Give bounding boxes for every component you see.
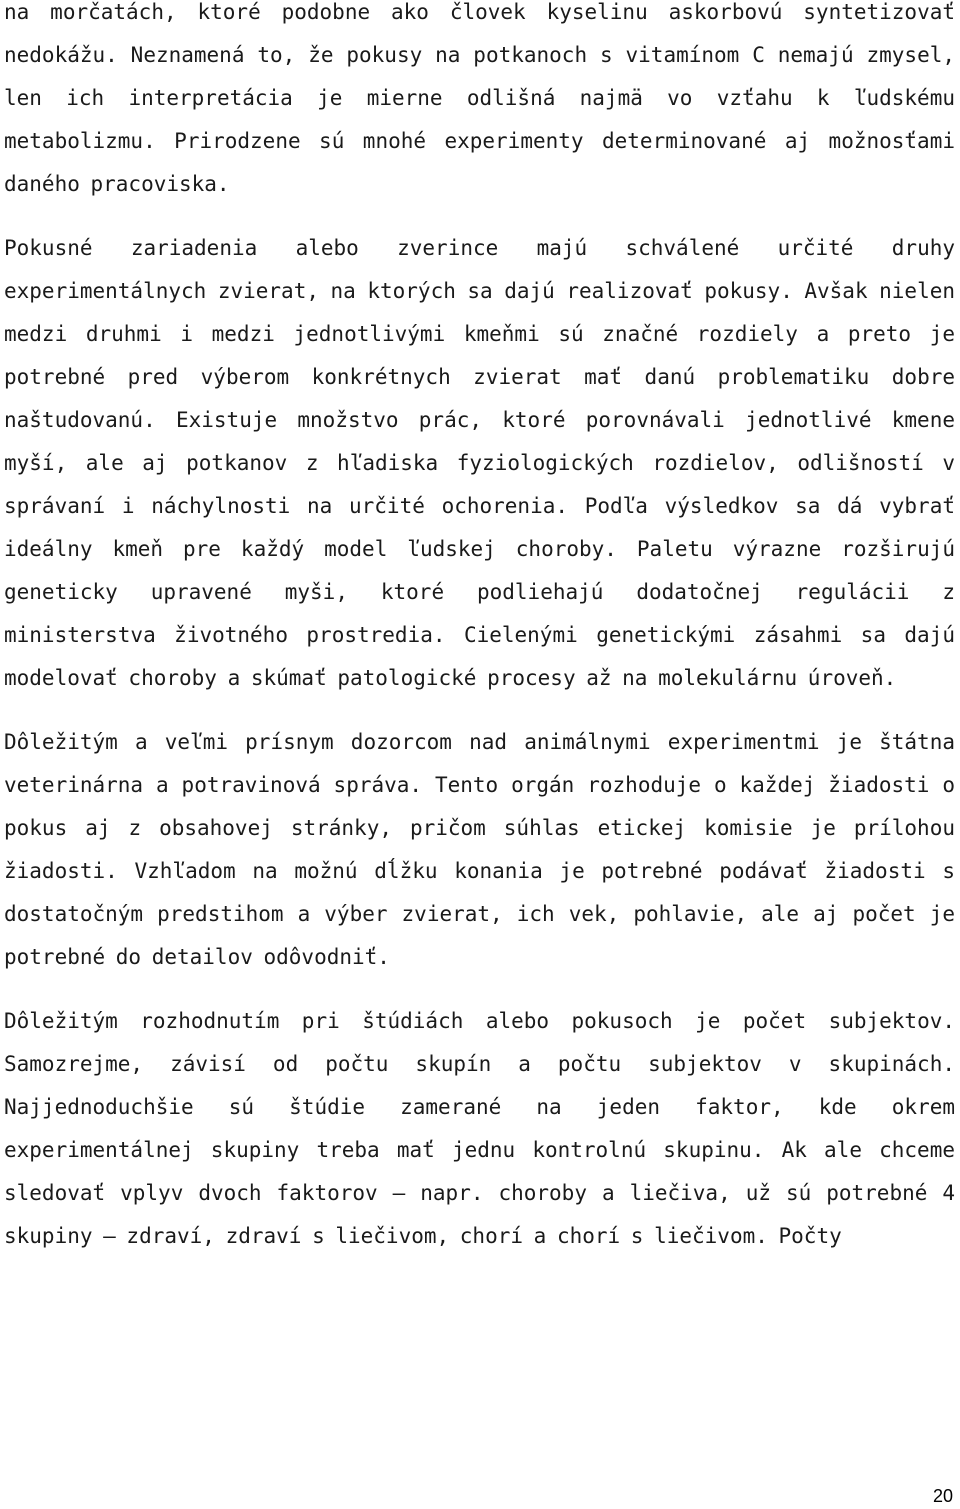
paragraph-4: Dôležitým rozhodnutím pri štúdiách alebo pokusoch je počet subjektov. Samozrejme, závisí od počtu skupín a počtu subjektov v skupinách. Najjednoduchšie sú štúdie zamerané na jeden faktor, kde okrem experimentálnej skupiny treba mať jednu kontrolnú skupinu. Ak ale chceme sledovať vplyv dvoch faktorov – napr. choroby a liečiva, už sú potrebné 4 skupiny – zdraví, zdraví s liečivom, chorí a chorí s liečivom. Počty — [4, 1009, 955, 1248]
page-number: 20 — [932, 1486, 953, 1506]
paragraph-1: na morčatách, ktoré podobne ako človek kyselinu askorbovú syntetizovať nedokážu. Neznamená to, že pokusy na potkanoch s vitamínom C nemajú zmysel, len ich interpretácia je mierne odlišná najmä vo vzťahu k ľudskému metabolizmu. Prirodzene sú mnohé experimenty determinované aj možnosťami daného pracoviska. — [4, 0, 955, 196]
paragraph-2: Pokusné zariadenia alebo zverince majú schválené určité druhy experimentálnych zvierat, na ktorých sa dajú realizovať pokusy. Avšak nielen medzi druhmi i medzi jednotlivými kmeňmi sú značné rozdiely a preto je potrebné pred výberom konkrétnych zvierat mať danú problematiku dobre naštudovanú. Existuje množstvo prác, ktoré porovnávali jednotlivé kmene myší, ale aj potkanov z hľadiska fyziologických rozdielov, odlišností v správaní i náchylnosti na určité ochorenia. Podľa výsledkov sa dá vybrať ideálny kmeň pre každý model ľudskej choroby. Paletu výrazne rozširujú geneticky upravené myši, ktoré podliehajú dodatočnej regulácii z ministerstva životného prostredia. Cielenými genetickými zásahmi sa dajú modelovať choroby a skúmať patologické procesy až na molekulárnu úroveň. — [4, 236, 955, 690]
paragraph-3: Dôležitým a veľmi prísnym dozorcom nad animálnymi experimentmi je štátna veterinárna a potravinová správa. Tento orgán rozhoduje o každej žiadosti o pokus aj z obsahovej stránky, pričom súhlas etickej komisie je prílohou žiadosti. Vzhľadom na možnú dĺžku konania je potrebné podávať žiadosti s dostatočným predstihom a výber zvierat, ich vek, pohlavie, ale aj počet je potrebné do detailov odôvodniť. — [4, 730, 955, 969]
document-body — [4, 0, 955, 1258]
